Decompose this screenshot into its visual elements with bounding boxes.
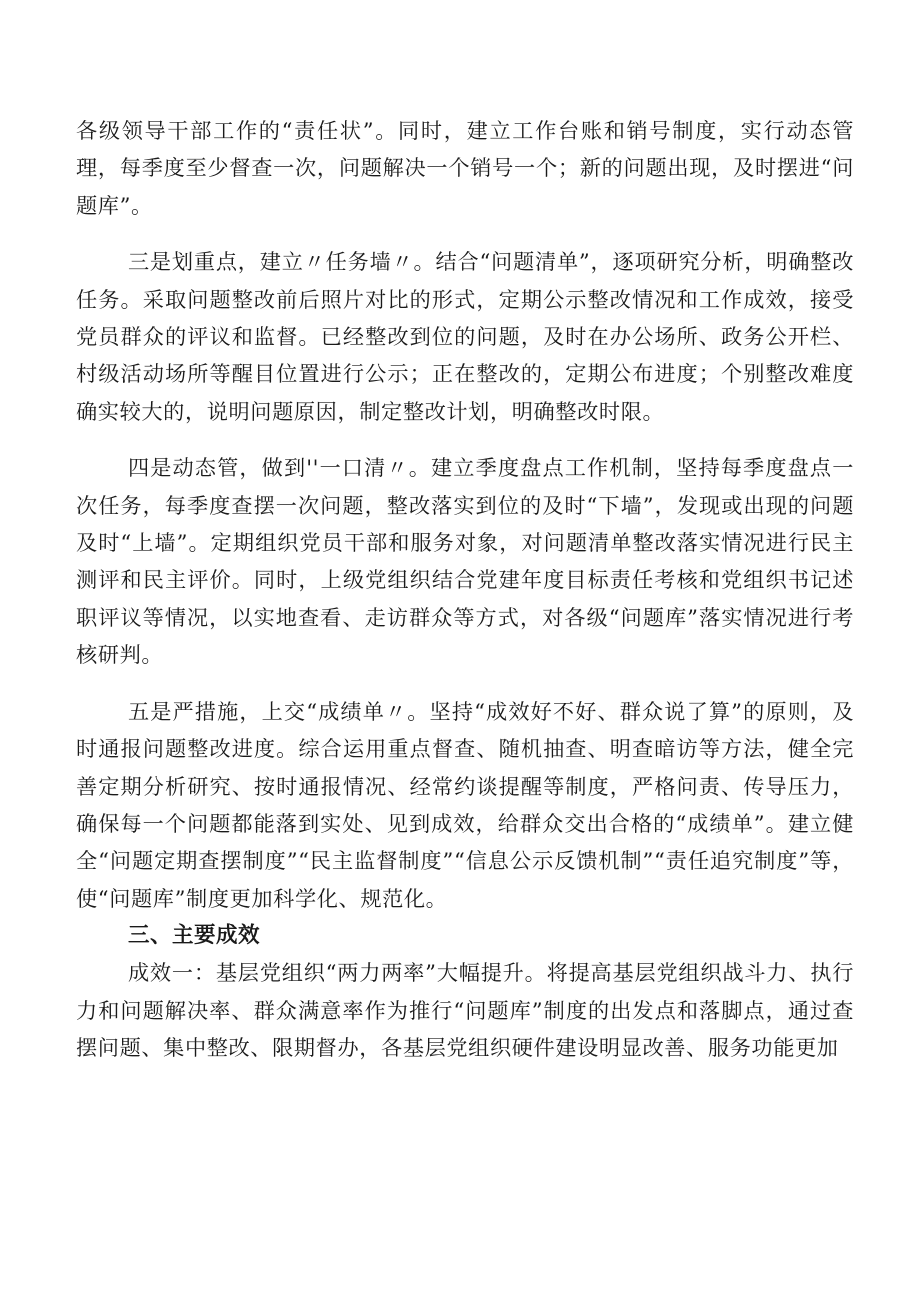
- paragraph-report-card: 五是严措施，上交“成绩单〃。坚持“成效好不好、群众说了算”的原则，及时通报问题整改进度。综合运用重点督查、随机抽查、明查暗访等方法，健全完善定期分析研究、按时通报情况、经常约谈提醒等制度，严格问责、传导压力，确保每一个问题都能落到实处、见到成效，给群众交出合格的“成绩单”。建立健全“问题定期查摆制度”“民主监督制度”“信息公示反馈机制”“责任追究制度”等，使“问题库”制度更加科学化、规范化。: [76, 698, 854, 911]
- section-heading: 三、主要成效: [128, 923, 261, 949]
- paragraph-task-wall: 三是划重点，建立〃任务墙〃。结合“问题清单”，逐项研究分析，明确整改任务。采取问题整改前后照片对比的形式，定期公示整改情况和工作成效，接受党员群众的评议和监督。已经整改到位的问题，及时在办公场所、政务公开栏、村级活动场所等醒目位置进行公示；正在整改的，定期公布进度；个别整改难度确实较大的，说明问题原因，制定整改计划，明确整改时限。: [76, 249, 854, 424]
- paragraph-result-one: 成效一：基层党组织“两力两率”大幅提升。将提高基层党组织战斗力、执行力和问题解决率、群众满意率作为推行“问题库”制度的出发点和落脚点，通过查摆问题、集中整改、限期督办，各基层党组织硬件建设明显改善、服务功能更加: [76, 960, 854, 1060]
- paragraph-continuation: 各级领导干部工作的“责任状”。同时，建立工作台账和销号制度，实行动态管理，每季度至少督查一次，问题解决一个销号一个；新的问题出现，及时摆进“问题库”。: [76, 118, 854, 218]
- paragraph-dynamic-management: 四是动态管，做到''一口清〃。建立季度盘点工作机制，坚持每季度盘点一次任务，每季度查摆一次问题，整改落实到位的及时“下墙”，发现或出现的问题及时“上墙”。定期组织党员干部和服务对象，对问题清单整改落实情况进行民主测评和民主评价。同时，上级党组织结合党建年度目标责任考核和党组织书记述职评议等情况，以实地查看、走访群众等方式，对各级“问题库”落实情况进行考核研判。: [76, 455, 854, 668]
- document-page: [76, 112, 854, 1066]
